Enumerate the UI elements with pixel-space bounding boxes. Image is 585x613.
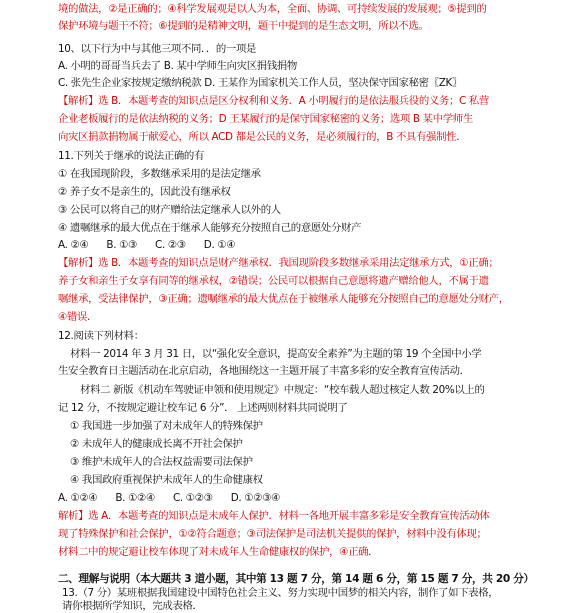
q11-analysis-line-4: ④错误．	[58, 311, 98, 323]
q12-analysis-line-1: 解析】选 A．本题考查的知识点是未成年人保护．材料一各地开展丰富多彩是安全教育宣传活动体	[58, 510, 490, 522]
q11-option-b: B. ①③	[106, 239, 138, 251]
q12-option-d: D. ①②③④	[230, 492, 281, 504]
q12-material2-line-1: 材料二 新版《机动车驾驶证申领和使用规定》中规定：“校车载人超过核定人数 20%以上的	[80, 384, 485, 396]
q12-analysis-line-2: 现了特殊保护和社会保护，①②符合题意；③司法保护是司法机关提供的保护，材料中没有体现；	[58, 528, 487, 540]
q11-item-4: ④ 遗嘱继承的最大优点在于继承人能够充分按照自己的意愿处分财产	[58, 222, 362, 234]
q12-options	[58, 491, 298, 505]
q11-options	[58, 238, 253, 252]
q12-material2-line-2: 记 12 分，不按规定避让校车记 6 分”． 上述两则材料共同说明了	[58, 402, 348, 414]
q11-item-3: ③ 公民可以将自己的财产赠给法定继承人以外的人	[58, 204, 281, 216]
q11-item-2: ② 养子女不是亲生的，因此没有继承权	[58, 186, 231, 198]
q12-option-a: A. ①②④	[58, 492, 98, 504]
q11-item-1: ① 在我国现阶段，多数继承采用的是法定继承	[58, 168, 261, 180]
q13-stem-line-1: 13.（7 分）某班根据我国建设中国特色社会主义、努力实现中国梦的相关内容，制作了如下表格，	[62, 587, 499, 599]
q10-options-ab: A. 小明的哥哥当兵去了 B. 某中学师生向灾区捐钱捐物	[58, 60, 297, 72]
q12-material1-line-1: 材料一 2014 年 3 月 31 日，以“强化安全意识，提高安全素养”为主题的第 19 个全国中小学	[70, 348, 482, 360]
q12-option-c: C. ①②③	[172, 492, 213, 504]
q11-analysis-line-3: 嘱继承，受法律保护，③正确；遗嘱继承的最大优点在于被继承人能够充分按照自己的意愿处分财产，	[58, 293, 509, 305]
q10-analysis-line-3: 向灾区捐款捐物属于献爱心，所以 ACD 都是公民的义务，是必须履行的，B 不具有强制性．	[58, 131, 467, 143]
q12-item-4: ④ 我国政府重视保护未成年人的生命健康权	[70, 474, 263, 486]
q10-stem: 10、以下行为中与其他三项不同．．的一项是	[58, 43, 257, 55]
q12-stem: 12.阅读下列材料：	[58, 330, 144, 342]
q11-option-a: A. ②④	[58, 239, 89, 251]
q10-analysis-line-2: 企业老板履行的是依法纳税的义务；D 王某履行的是保守国家秘密的义务；选项 B 某中学师生	[58, 113, 473, 125]
analysis-continued-line-2: 保护环境与题干不符；⑥提到的是精神文明，题干中提到的是生态文明，所以不选。	[58, 20, 429, 32]
q11-analysis-line-1: 【解析】选 B．本题考查的知识点是财产继承权．我国现阶段多数继承采用法定继承方式，①正确；	[58, 257, 499, 269]
q12-item-3: ③ 维护未成年人的合法权益需要司法保护	[70, 456, 253, 468]
q12-option-b: B. ①②④	[115, 492, 155, 504]
q11-stem: 11.下列关于继承的说法正确的有	[58, 150, 205, 162]
q12-material1-line-2: 生安全教育日主题活动在北京启动，各地围绕这一主题开展了丰富多彩的安全教育宣传活动．	[58, 365, 470, 377]
q12-item-1: ① 我国进一步加强了对未成年人的特殊保护	[70, 420, 263, 432]
q11-option-c: C. ②③	[155, 239, 186, 251]
q13-stem-line-2: 请你根据所学知识，完成表格．	[62, 600, 203, 612]
q12-analysis-line-3: 材料二中的规定避让校车体现了对未成年人生命健康权的保护，④正确．	[58, 546, 379, 558]
q10-analysis-line-1: 【解析】选 B．本题考查的知识点是区分权利和义务．A 小明履行的是依法服兵役的义务；C 私营	[58, 95, 489, 107]
q12-item-2: ② 未成年人的健康成长离不开社会保护	[70, 438, 243, 450]
q11-option-d: D. ①④	[203, 239, 236, 251]
analysis-continued-line-1: 境的做法，②是正确的；④科学发展观是以人为本，全面、协调、可持续发展的发展观；⑤提到的	[58, 3, 487, 15]
q11-analysis-line-2: 养子女和亲生子女享有同等的继承权，②错误；公民可以根据自己意愿将遗产赠给他人，不属于遗	[58, 275, 489, 287]
q10-options-cd: C. 张先生企业家按规定缴纳税款 D. 王某作为国家机关工作人员，坚决保守国家秘密〖ZK〗	[58, 77, 463, 89]
section-2-heading: 二、理解与说明（本大题共 3 道小题，其中第 13 题 7 分，第 14 题 6 分，第 15 题 7 分，共 20 分）	[58, 573, 534, 585]
